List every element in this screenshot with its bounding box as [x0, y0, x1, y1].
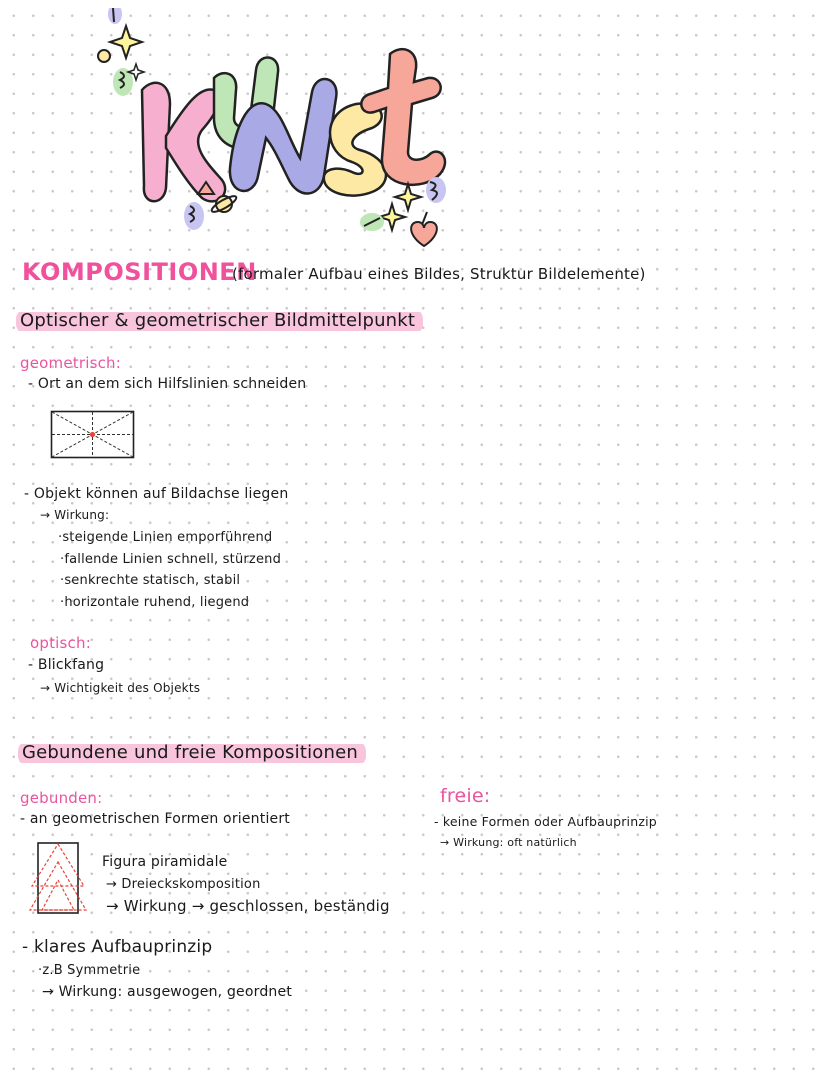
diagram-pyramide [26, 840, 92, 916]
text-wichtigkeit: → Wichtigkeit des Objekts [40, 681, 201, 695]
text-symmetrie: ·z.B Symmetrie [38, 963, 141, 978]
text-dreieck: → Dreieckskomposition [106, 877, 261, 892]
label-geometrisch: geometrisch: [20, 354, 122, 372]
text-wirkung: → Wirkung: [40, 508, 110, 522]
section-subtitle: (formaler Aufbau eines Bildes, Struktur Bildelemente) [232, 265, 646, 283]
text-blickfang: - Blickfang [28, 657, 105, 673]
list-item-linien: ·fallende Linien schnell, stürzend [60, 552, 282, 567]
list-item-linien: ·horizontale ruhend, liegend [60, 595, 250, 610]
label-freie: freie: [440, 785, 491, 807]
text-natuerlich: → Wirkung: oft natürlich [440, 836, 577, 849]
diagram-bildmittelpunkt [50, 410, 136, 460]
section-title: KOMPOSITIONEN [22, 258, 257, 286]
list-item-linien: ·senkrechte statisch, stabil [60, 573, 241, 588]
text-bildachse: - Objekt können auf Bildachse liegen [24, 486, 289, 502]
text-keine-formen: - keine Formen oder Aufbauprinzip [434, 814, 657, 829]
heading-bildmittelpunkt: Optischer & geometrischer Bildmittelpunkt [16, 309, 423, 334]
heading-kompositionen: Gebundene und freie Kompositionen [18, 741, 366, 766]
text-wirkung-ausgewogen: → Wirkung: ausgewogen, geordnet [42, 984, 293, 1000]
label-gebunden: gebunden: [20, 789, 103, 807]
label-optisch: optisch: [30, 634, 91, 652]
text-geometrischen-formen: - an geometrischen Formen orientiert [20, 811, 290, 827]
heart-icon [411, 222, 437, 246]
list-item-linien: ·steigende Linien emporführend [58, 530, 273, 545]
sparkle-icon [110, 26, 142, 58]
text-figura: Figura piramidale [102, 854, 228, 870]
kunst-logo [90, 8, 470, 256]
text-hilfslinien: - Ort an dem sich Hilfslinien schneiden [28, 376, 307, 392]
text-aufbauprinzip: - klares Aufbauprinzip [22, 937, 213, 957]
text-wirkung-geschlossen: → Wirkung → geschlossen, beständig [106, 897, 390, 915]
